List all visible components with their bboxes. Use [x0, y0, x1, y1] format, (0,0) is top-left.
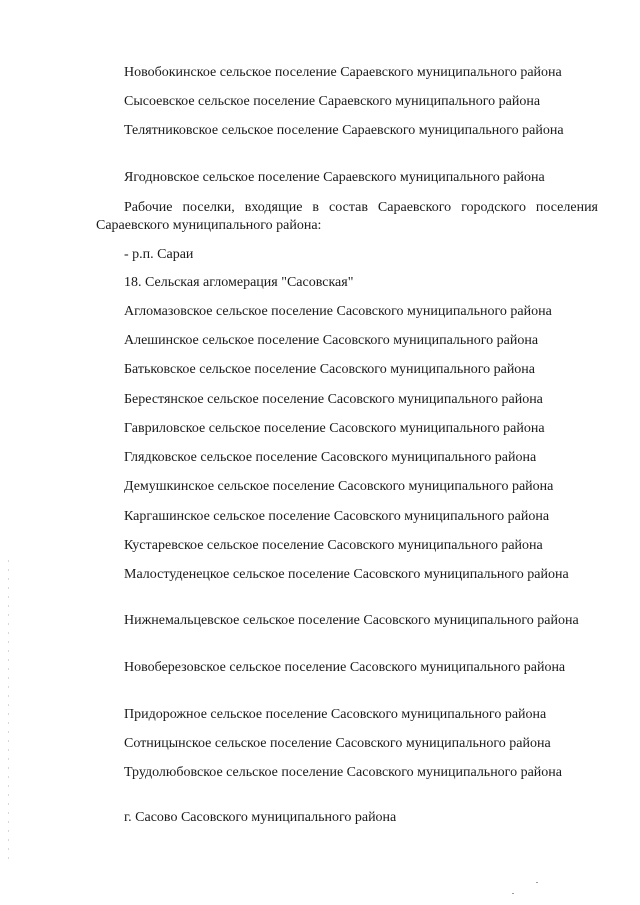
paragraph-berestyanskoe: Берестянское сельское поселение Сасовского муниципального района [124, 392, 543, 407]
paragraph-aglomazovskoe: Агломазовское сельское поселение Сасовского муниципального района [124, 304, 552, 319]
paragraph-gavrilovskoe: Гавриловское сельское поселение Сасовского муниципального района [124, 421, 545, 436]
paragraph-rabochie-poselki: Рабочие поселки, входящие в состав Сараевского городского поселения Сараевского муниципального района: [96, 200, 598, 233]
scan-speck [512, 893, 514, 894]
paragraph-telyatnikovskoe: Телятниковское сельское поселение Сараевского муниципального района [124, 123, 564, 138]
scan-edge-mark [8, 560, 9, 860]
paragraph-novobokinskoe: Новобокинское сельское поселение Сараевского муниципального района [124, 65, 562, 80]
paragraph-sysoevskoe: Сысоевское сельское поселение Сараевского муниципального района [124, 94, 541, 109]
paragraph-sotnitsynskoe: Сотницынское сельское поселение Сасовского муниципального района [124, 736, 551, 751]
paragraph-novoberezovskoe: Новоберезовское сельское поселение Сасовского муниципального района [124, 660, 566, 675]
paragraph-nizhnemaltsevskoe: Нижнемальцевское сельское поселение Сасовского муниципального района [124, 613, 579, 628]
paragraph-demushkinskoe: Демушкинское сельское поселение Сасовского муниципального района [124, 479, 554, 494]
paragraph-batkovskoe: Батьковское сельское поселение Сасовского муниципального района [124, 362, 536, 377]
paragraph-glyadkovskoe: Глядковское сельское поселение Сасовского муниципального района [124, 450, 537, 465]
paragraph-g-sasovo: г. Сасово Сасовского муниципального района [124, 810, 397, 825]
paragraph-kustarevskoe: Кустаревское сельское поселение Сасовского муниципального района [124, 538, 543, 553]
paragraph-pridorozhnoe: Придорожное сельское поселение Сасовского муниципального района [124, 707, 547, 722]
paragraph-trudolyubovskoe: Трудолюбовское сельское поселение Сасовского муниципального района [124, 765, 562, 780]
section-heading-sasovskaya: 18. Сельская агломерация "Сасовская" [124, 275, 354, 290]
paragraph-yagodnovskoe: Ягодновское сельское поселение Сараевского муниципального района [124, 170, 545, 185]
paragraph-aleshinskoe: Алешинское сельское поселение Сасовского муниципального района [124, 333, 539, 348]
paragraph-kargashinskoe: Каргашинское сельское поселение Сасовского муниципального района [124, 509, 550, 524]
paragraph-rp-sarai: - р.п. Сараи [124, 247, 194, 262]
scan-speck [536, 882, 538, 883]
paragraph-malostudenetskoe: Малостуденецкое сельское поселение Сасовского муниципального района [124, 567, 569, 582]
